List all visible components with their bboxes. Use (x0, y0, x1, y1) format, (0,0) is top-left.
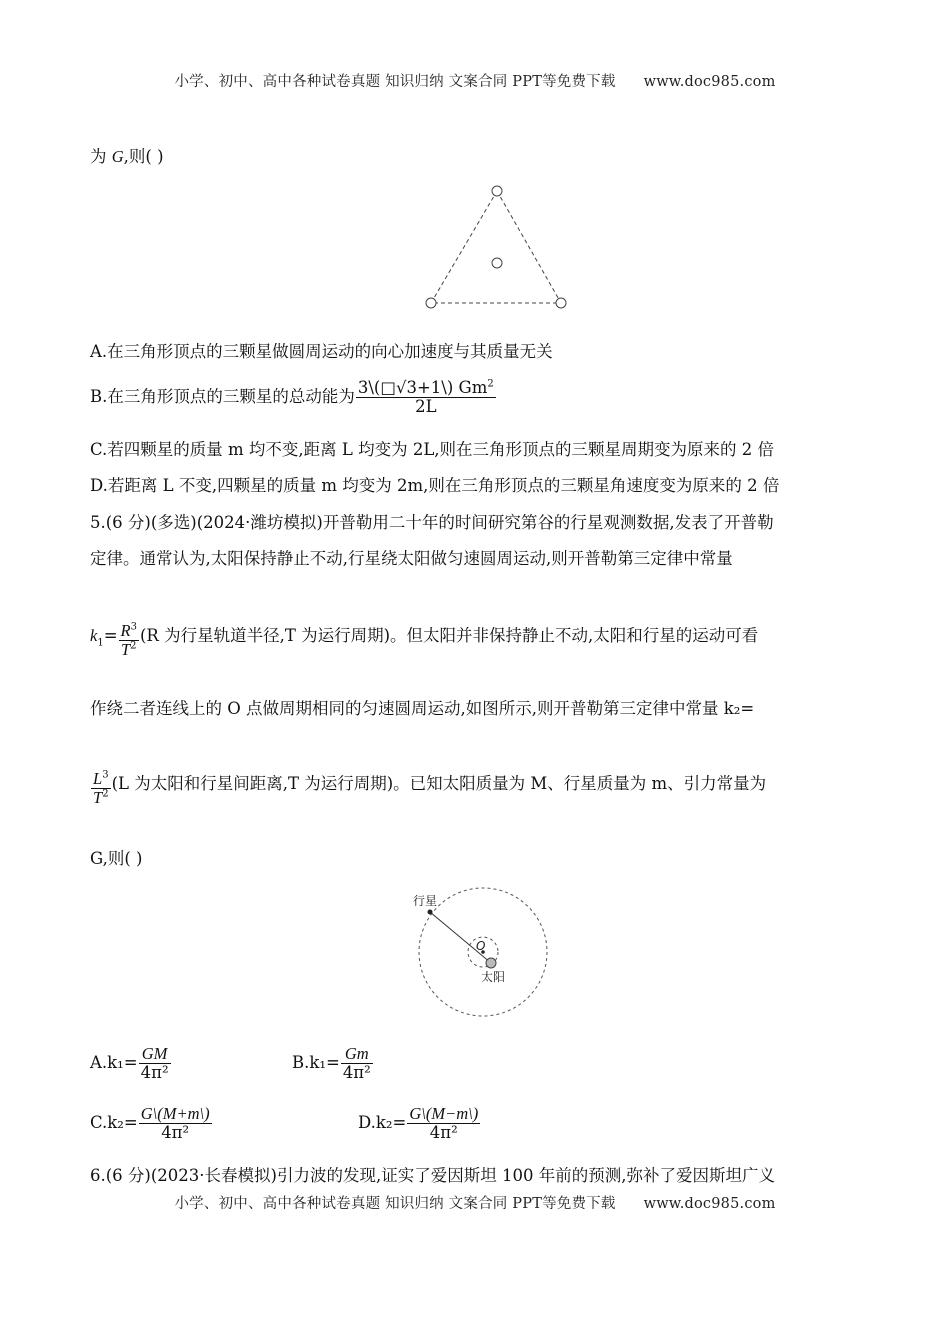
q5-option-b-fraction: $\frac{Gm}{\text{4π²}}$ (342, 1044, 371, 1082)
q6-line-1: 6.(6 分)(2023·长春模拟)引力波的发现,证实了爱因斯坦 100 年前的预测,弥补了爱因斯坦广义 (90, 1166, 775, 1185)
page-footer (0, 1192, 950, 1213)
q5-line-3: $k_1=$ $\frac{R^3}{T^2}$ (R 为行星轨道半径,T 为运行周期)。但太阳并非保持静止不动,太阳和行星的运动可看 (90, 621, 759, 659)
k1-fraction: $\frac{R^3}{T^2}$ (120, 621, 137, 659)
q5-option-b: B.k₁= $\frac{Gm}{\text{4π²}}$ (292, 1044, 371, 1082)
q4-option-b: B.在三角形顶点的三颗星的总动能为 $\frac{3\backslash(□√3+1\backslash) Gm^2}{2L}$ (90, 378, 494, 416)
q4-option-b-fraction: $\frac{3\backslash(□√3+1\backslash) Gm^2}{2L}$ (357, 378, 494, 416)
header-url: www.doc985.com (643, 74, 776, 90)
q4-option-c: C.若四颗星的质量 m 均不变,距离 L 均变为 2L,则在三角形顶点的三颗星周期变为原来的 2 倍 (90, 440, 775, 459)
star-bottom-left (426, 298, 436, 308)
q5-option-d: D.k₂= $\frac{G\backslash(M-m\backslash)}{\text{4π²}}$ (358, 1104, 479, 1142)
q4-option-d: D.若距离 L 不变,四颗星的质量 m 均变为 2m,则在三角形顶点的三颗星角速度变为原来的 2 倍 (90, 476, 780, 495)
star-bottom-right (556, 298, 566, 308)
q5-line-6: G,则( ) (90, 849, 143, 868)
star-center (492, 258, 502, 268)
sun-label: 太阳 (481, 970, 506, 984)
o-label: O (476, 939, 486, 953)
planet-dot (428, 910, 433, 915)
footer-url: www.doc985.com (643, 1196, 776, 1212)
sun-dot (486, 958, 496, 968)
planet-label: 行星 (413, 894, 438, 908)
q5-option-c-fraction: $\frac{G\backslash(M+m\backslash)}{\text{4π²}}$ (140, 1104, 210, 1142)
q4-option-a: A.在三角形顶点的三颗星做圆周运动的向心加速度与其质量无关 (90, 342, 553, 361)
four-star-triangle-diagram (420, 180, 572, 312)
q5-option-c: C.k₂= $\frac{G\backslash(M+m\backslash)}{\text{4π²}}$ (90, 1104, 210, 1142)
q5-option-a: A.k₁= $\frac{GM}{\text{4π²}}$ (90, 1044, 169, 1082)
footer-site-text: 小学、初中、高中各种试卷真题 知识归纳 文案合同 PPT等免费下载 (174, 1196, 616, 1212)
triangle-outline (431, 191, 561, 303)
q5-option-a-fraction: $\frac{GM}{\text{4π²}}$ (140, 1044, 169, 1082)
k2-fraction: $\frac{L^3}{T^2}$ (93, 769, 109, 807)
q5-line-2: 定律。通常认为,太阳保持静止不动,行星绕太阳做匀速圆周运动,则开普勒第三定律中常量 (90, 549, 733, 568)
q5-option-d-fraction: $\frac{G\backslash(M-m\backslash)}{\text{4π²}}$ (409, 1104, 479, 1142)
sun-planet-orbit-diagram (405, 885, 555, 1025)
q5-line-1: 5.(6 分)(多选)(2024·潍坊模拟)开普勒用二十年的时间研究第谷的行星观测数据,发表了开普勒 (90, 513, 774, 532)
q5-line-4: 作绕二者连线上的 O 点做周期相同的匀速圆周运动,如图所示,则开普勒第三定律中常量 k₂= (90, 699, 755, 718)
header-site-text: 小学、初中、高中各种试卷真题 知识归纳 文案合同 PPT等免费下载 (174, 74, 616, 90)
q5-line-5: $\frac{L^3}{T^2}$ (L 为太阳和行星间距离,T 为运行周期)。已知太阳质量为 M、行星质量为 m、引力常量为 (93, 769, 767, 807)
q4-intro: 为 G,则( ) (90, 147, 164, 166)
page-header (0, 70, 950, 91)
star-top (492, 186, 502, 196)
